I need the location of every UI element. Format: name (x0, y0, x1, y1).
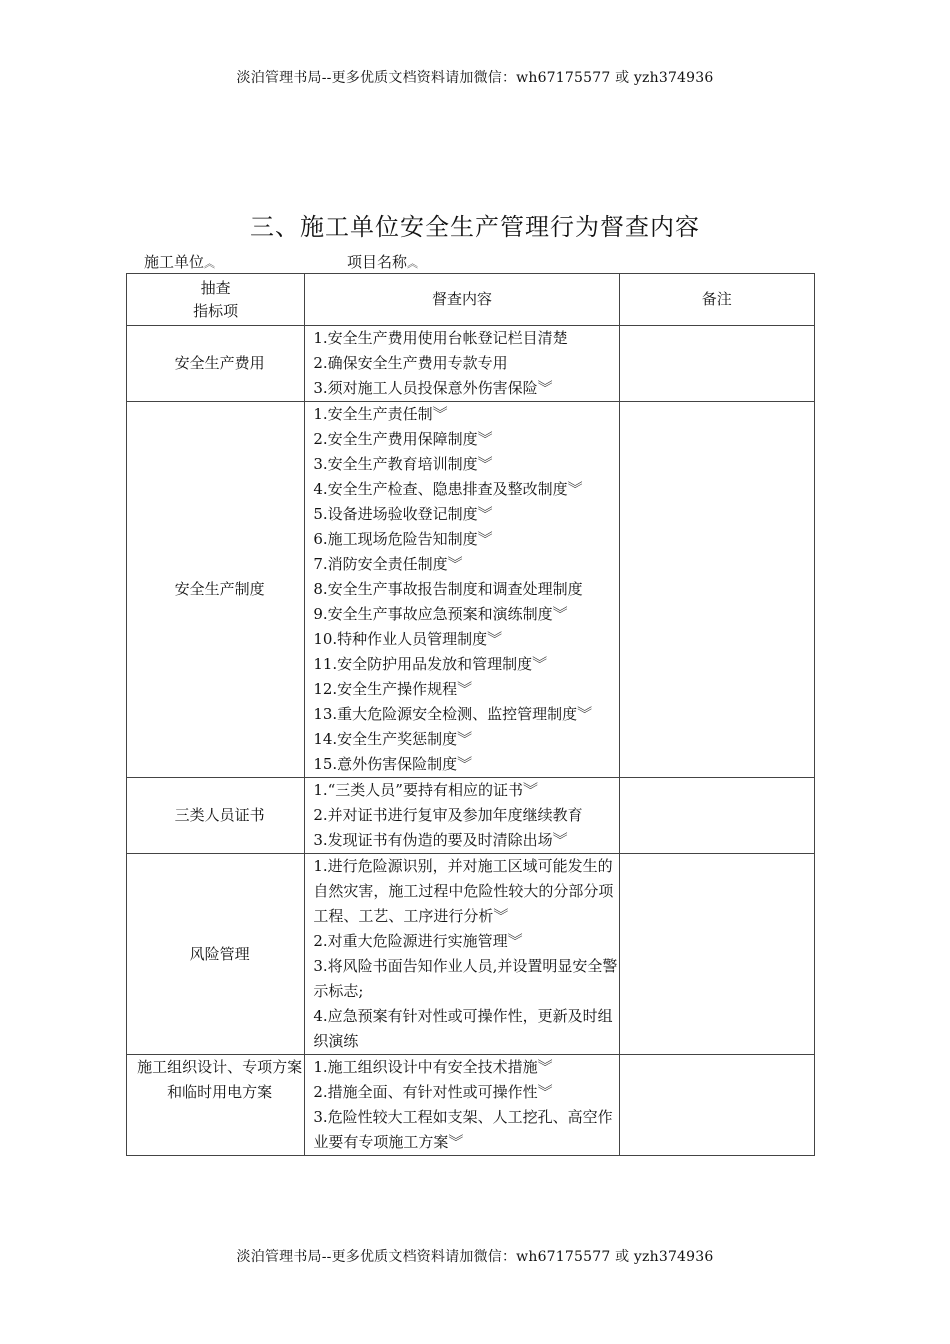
content-cell (305, 402, 619, 778)
list-item: 6.施工现场危险告知制度︾ (313, 530, 493, 548)
table-row (127, 1055, 815, 1156)
remarks-cell[interactable] (619, 402, 814, 778)
list-item: 1.安全生产费用使用台帐登记栏目清楚 (313, 329, 568, 347)
list-item: 1.施工组织设计中有安全技术措施︾ (313, 1058, 553, 1076)
content-cell (305, 1055, 619, 1156)
unit-mark: ︽ (204, 257, 216, 270)
list-item: 4.应急预案有针对性或可操作性，更新及时组织演练 (313, 1007, 613, 1050)
category-cell: 施工组织设计、专项方案和临时用电方案 (127, 1055, 305, 1156)
list-item: 12.安全生产操作规程︾ (313, 680, 473, 698)
list-item: 2.措施全面、有针对性或可操作性︾ (313, 1083, 553, 1101)
list-item: 3.危险性较大工程如支架、人工挖孔、高空作业要有专项施工方案︾ (313, 1108, 613, 1151)
header-content: 督查内容 (305, 274, 619, 326)
list-item: 8.安全生产事故报告制度和调查处理制度 (313, 580, 583, 598)
list-item: 13.重大危险源安全检测、监控管理制度︾ (313, 705, 593, 723)
table-row (127, 854, 815, 1055)
table-row (127, 326, 815, 402)
construction-unit-label: 施工单位 (144, 253, 205, 271)
list-item: 1.“三类人员”要持有相应的证书︾ (313, 781, 538, 799)
list-item: 3.安全生产教育培训制度︾ (313, 455, 493, 473)
header-category: 抽查 指标项 (127, 274, 305, 326)
project-name-field[interactable] (347, 251, 418, 272)
list-item: 14.安全生产奖惩制度︾ (313, 730, 473, 748)
list-item: 2.并对证书进行复审及参加年度继续教育 (313, 806, 583, 824)
list-item: 1.安全生产责任制︾ (313, 405, 448, 423)
list-item: 4.安全生产检查、隐患排查及整改制度︾ (313, 480, 583, 498)
remarks-cell[interactable] (619, 778, 814, 854)
construction-unit-field[interactable] (144, 253, 215, 271)
page-header-note: 淡泊管理书局--更多优质文档资料请加微信：wh67175577 或 yzh374936 (236, 70, 714, 86)
project-name-label: 项目名称 (347, 253, 408, 271)
list-item: 2.确保安全生产费用专款专用 (313, 354, 508, 372)
remarks-cell[interactable] (619, 1055, 814, 1156)
header-remarks: 备注 (619, 274, 814, 326)
list-item: 3.发现证书有伪造的要及时清除出场︾ (313, 831, 568, 849)
content-cell (305, 778, 619, 854)
table-row (127, 402, 815, 778)
form-meta (144, 251, 419, 272)
list-item: 3.将风险书面告知作业人员,并设置明显安全警示标志; (313, 957, 618, 1000)
remarks-cell[interactable] (619, 326, 814, 402)
table-header-row (127, 274, 815, 326)
page-footer-note: 淡泊管理书局--更多优质文档资料请加微信：wh67175577 或 yzh374936 (236, 1249, 714, 1265)
category-cell: 风险管理 (127, 854, 305, 1055)
content-cell (305, 854, 619, 1055)
list-item: 2.安全生产费用保障制度︾ (313, 430, 493, 448)
category-cell: 三类人员证书 (127, 778, 305, 854)
document-title: 三、施工单位安全生产管理行为督查内容 (250, 213, 700, 241)
list-item: 2.对重大危险源进行实施管理︾ (313, 932, 523, 950)
category-cell: 安全生产费用 (127, 326, 305, 402)
inspection-table (126, 273, 815, 1156)
list-item: 9.安全生产事故应急预案和演练制度︾ (313, 605, 568, 623)
category-cell: 安全生产制度 (127, 402, 305, 778)
content-cell (305, 326, 619, 402)
list-item: 3.须对施工人员投保意外伤害保险︾ (313, 379, 553, 397)
list-item: 15.意外伤害保险制度︾ (313, 755, 473, 773)
project-mark: ︽ (407, 257, 419, 270)
table-row (127, 778, 815, 854)
list-item: 10.特种作业人员管理制度︾ (313, 630, 503, 648)
list-item: 7.消防安全责任制度︾ (313, 555, 463, 573)
remarks-cell[interactable] (619, 854, 814, 1055)
list-item: 5.设备进场验收登记制度︾ (313, 505, 493, 523)
list-item: 1.进行危险源识别，并对施工区域可能发生的自然灾害，施工过程中危险性较大的分部分项工程、工艺、工序进行分析︾ (313, 857, 614, 925)
list-item: 11.安全防护用品发放和管理制度︾ (313, 655, 548, 673)
